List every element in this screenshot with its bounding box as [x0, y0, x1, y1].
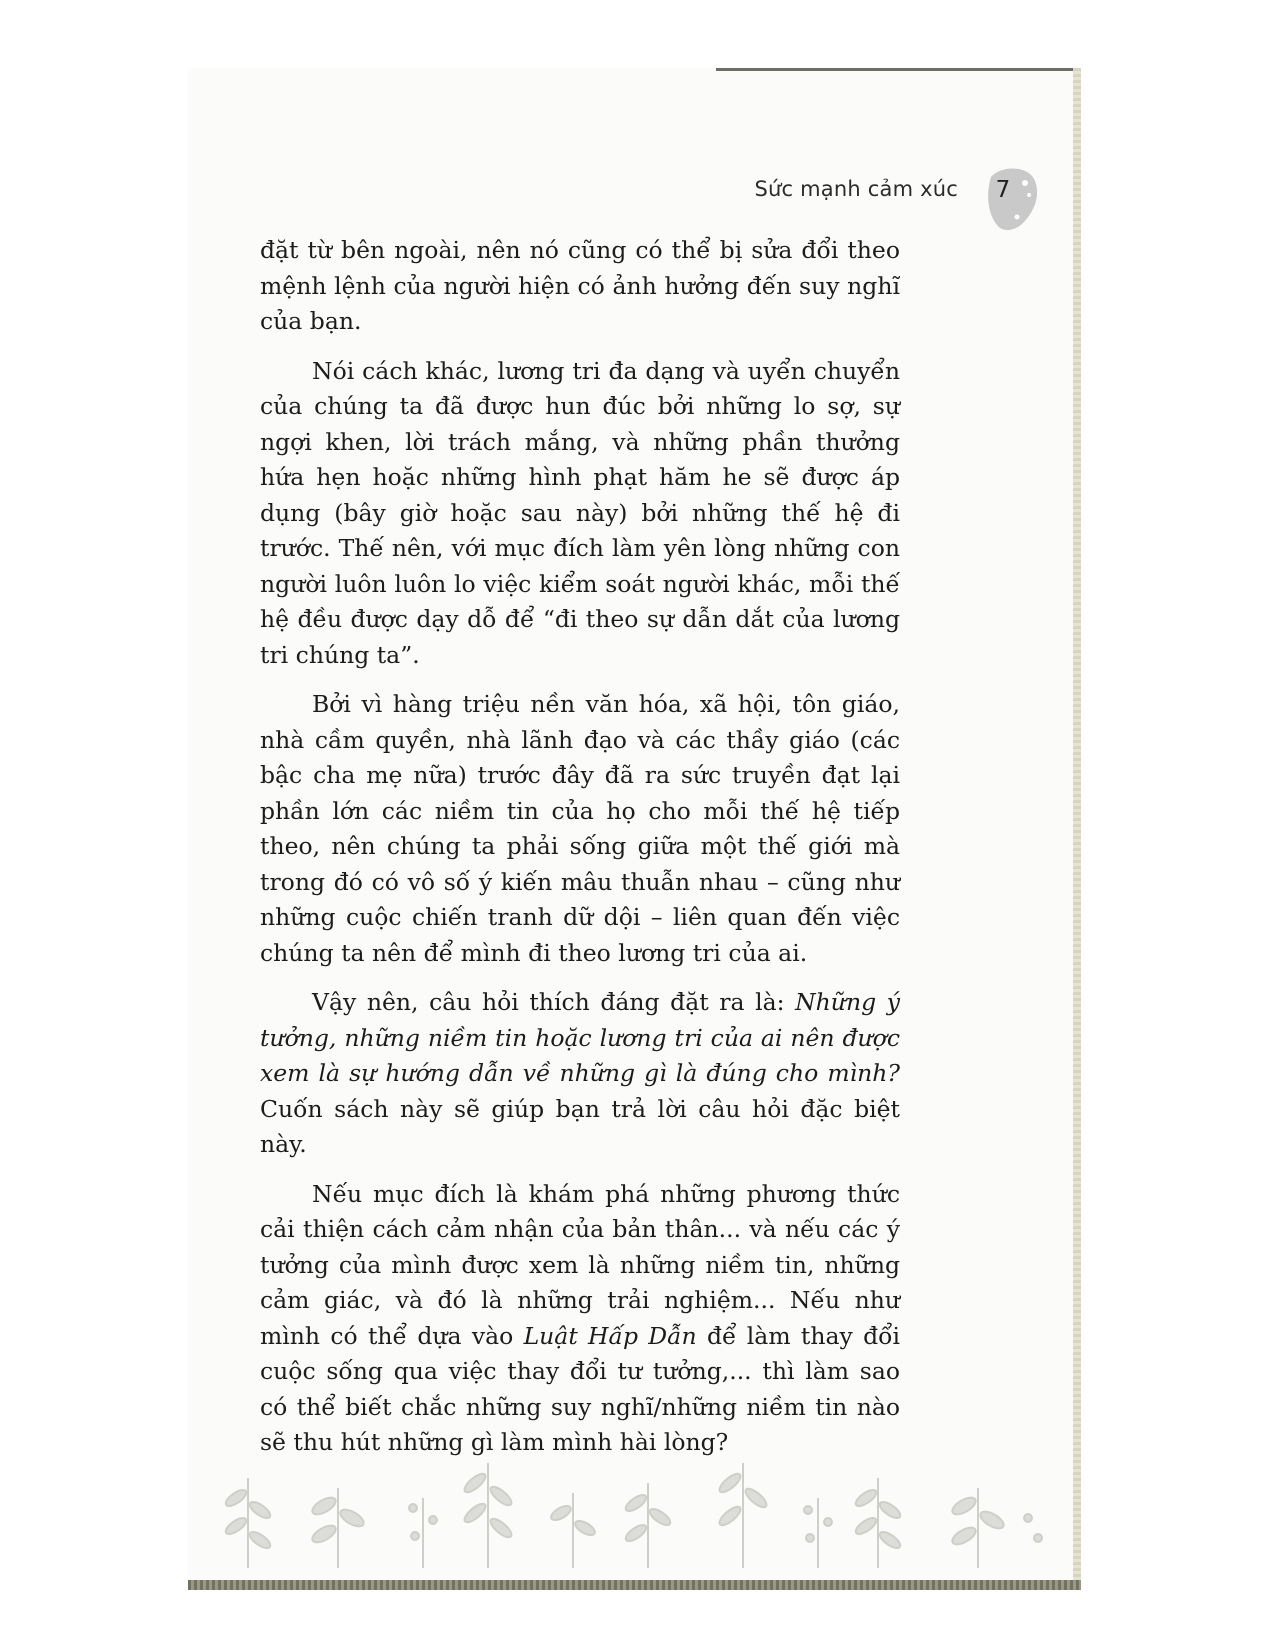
leaf-pattern-icon [188, 1458, 1073, 1578]
paragraph-1: đặt từ bên ngoài, nên nó cũng có thể bị sửa đổi theo mệnh lệnh của người hiện có ảnh hưởng đến suy nghĩ của bạn. [260, 236, 900, 335]
paragraph-3: Bởi vì hàng triệu nền văn hóa, xã hội, tôn giáo, nhà cầm quyền, nhà lãnh đạo và các thầy giáo (các bậc cha mẹ nữa) trước đây đã ra sức truyền đạt lại phần lớn các niềm tin của họ cho mỗi thế hệ tiếp theo, nên chúng ta phải sống giữa một thế giới mà trong đó có vô số ý kiến mâu thuẫn nhau – cũng như những cuộc chiến tranh dữ dội – liên quan đến việc chúng ta nên để mình đi theo lương tri của ai. [260, 690, 900, 967]
paragraph-4-question: Những ý tưởng, những niềm tin hoặc lương tri của ai nên được xem là sự hướng dẫn về những gì là đúng cho mình? [260, 988, 900, 1087]
body-text [260, 233, 900, 1475]
running-title: Sức mạnh cảm xúc [754, 177, 958, 201]
paragraph-4-text: Vậy nên, câu hỏi thích đáng đặt ra là: [312, 988, 796, 1016]
page-number: 7 [995, 177, 1011, 203]
paragraph-5-text: Nếu mục đích là khám phá những phương thức cải thiện cách cảm nhận của bản thân... và nếu các ý tưởng của mình được xem là những niềm tin, những cảm giác, và đó là những trải nghiệm... Nếu như mình có thể dựa vào [260, 1179, 900, 1350]
paragraph-4-text-end: Cuốn sách này sẽ giúp bạn trả lời câu hỏi đặc biệt này. [260, 1094, 900, 1158]
top-rule [716, 68, 1078, 71]
page-edge-right [1073, 68, 1081, 1590]
paragraph-2: Nói cách khác, lương tri đa dạng và uyển chuyển của chúng ta đã được hun đúc bởi những lo sợ, sự ngợi khen, lời trách mắng, và những phần thưởng hứa hẹn hoặc những hình phạt hăm he sẽ được áp dụng (bây giờ hoặc sau này) bởi những thế hệ đi trước. Thế nên, với mục đích làm yên lòng những con người luôn luôn lo việc kiểm soát người khác, mỗi thế hệ đều được dạy dỗ để “đi theo sự dẫn dắt của lương tri chúng ta”. [260, 356, 900, 669]
page-header [588, 163, 1068, 233]
paragraph-4 [260, 985, 900, 1163]
paragraph-5-book-title: Luật Hấp Dẫn [523, 1321, 697, 1350]
paragraph-5-text-end: để làm thay đổi cuộc sống qua việc thay đổi tư tưởng,... thì làm sao có thể biết chắc những suy nghĩ/những niềm tin nào sẽ thu hút những gì làm mình hài lòng? [260, 1321, 901, 1456]
page-edge-bottom [188, 1580, 1081, 1590]
paragraph-5 [260, 1177, 900, 1461]
book-page [188, 68, 1078, 1588]
